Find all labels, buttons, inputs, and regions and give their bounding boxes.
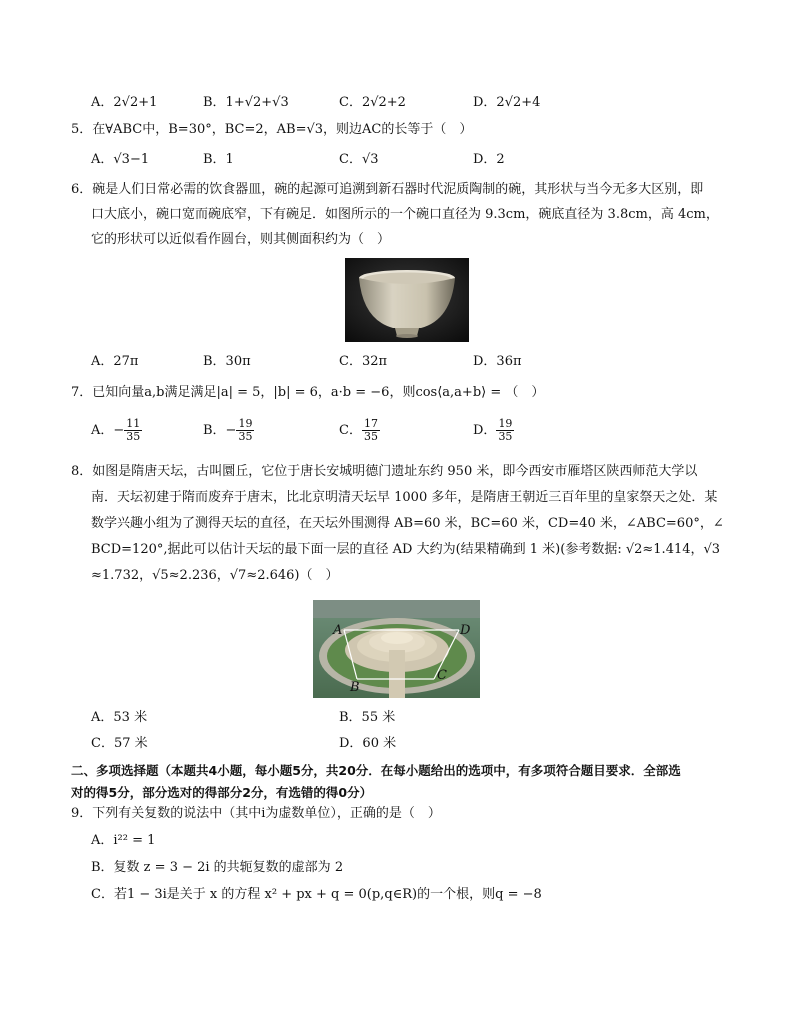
section2-heading-line2: 对的得5分，部分选对的得部分2分，有选错的得0分） <box>71 785 373 800</box>
q8-stem-line3: 数学兴趣小组为了测得天坛的直径，在天坛外围测得 AB=60 米，BC=60 米，CD=40 米，∠ABC=60°，∠ <box>91 516 724 531</box>
altar-label-a: A <box>333 623 343 638</box>
q6-option-b: B．30π <box>203 354 251 369</box>
q4-option-a: A．2√2+1 <box>91 95 158 110</box>
q7-option-c-numerator: 17 <box>363 417 378 430</box>
q5-option-a: A．√3−1 <box>91 152 150 167</box>
q7-option-b-fraction <box>236 418 254 443</box>
q7-option-a <box>91 418 142 443</box>
q4-option-d: D．2√2+4 <box>473 95 541 110</box>
altar-photo <box>313 600 480 698</box>
q7-option-c <box>339 418 380 443</box>
q8-option-b: B．55 米 <box>339 710 396 725</box>
q7-option-b-numerator: 19 <box>238 417 253 430</box>
q5-option-d: D．2 <box>473 152 505 167</box>
q7-option-d-denominator: 35 <box>498 430 513 443</box>
q9-option-a: A．i²² = 1 <box>91 833 156 848</box>
q8-option-a: A．53 米 <box>91 710 148 725</box>
q7-option-d-numerator: 19 <box>498 417 513 430</box>
q7-option-d-fraction <box>496 418 514 443</box>
q7-option-d <box>473 418 514 443</box>
q7-stem: 7．已知向量a,b满足满足|a| = 5，|b| = 6，a·b = −6，则cos⟨a,a+b⟩ = （ ） <box>71 385 545 400</box>
q4-option-b: B．1+√2+√3 <box>203 95 289 110</box>
q5-stem: 5．在∀ABC中，B=30°，BC=2，AB=√3，则边AC的长等于（ ） <box>71 122 473 137</box>
q8-option-d: D．60 米 <box>339 736 397 751</box>
bowl-photo <box>345 258 469 342</box>
q6-stem-line1: 6．碗是人们日常必需的饮食器皿，碗的起源可追溯到新石器时代泥质陶制的碗，其形状与当今无多大区别，即 <box>71 182 704 197</box>
q7-option-d-prefix: D． <box>473 423 497 438</box>
q7-option-a-numerator: 11 <box>126 417 141 430</box>
altar-label-b: B <box>350 680 360 695</box>
q5-option-c: C．√3 <box>339 152 379 167</box>
q6-option-c: C．32π <box>339 354 388 369</box>
q9-option-c: C．若1 − 3i是关于 x 的方程 x² + px + q = 0(p,q∈R)的一个根，则q = −8 <box>91 887 542 902</box>
q9-option-b: B．复数 z = 3 − 2i 的共轭复数的虚部为 2 <box>91 860 344 875</box>
q6-option-a: A．27π <box>91 354 139 369</box>
q7-option-b-prefix: B．− <box>203 423 237 438</box>
section2-heading-line1: 二、多项选择题（本题共4小题，每小题5分，共20分．在每小题给出的选项中，有多项符合题目要求．全部选 <box>71 763 681 778</box>
q8-stem-line1: 8．如图是隋唐天坛，古叫圜丘，它位于唐长安城明德门遗址东约 950 米，即今西安市雁塔区陕西师范大学以 <box>71 464 698 479</box>
q7-option-c-denominator: 35 <box>363 430 378 443</box>
q7-option-b-denominator: 35 <box>238 430 253 443</box>
q7-option-b <box>203 418 254 443</box>
q6-stem-line3: 它的形状可以近似看作圆台，则其侧面积约为（ ） <box>91 232 391 247</box>
altar-label-d: D <box>460 623 471 638</box>
q8-stem-line5: ≈1.732，√5≈2.236，√7≈2.646)（ ） <box>91 568 339 583</box>
q8-stem-line2: 南．天坛初建于隋而废弃于唐末，比北京明清天坛早 1000 多年，是隋唐王朝近三百年里的皇家祭天之处．某 <box>91 490 718 505</box>
q7-option-c-fraction <box>362 418 380 443</box>
q7-option-a-prefix: A．− <box>91 423 125 438</box>
q7-option-a-fraction <box>124 418 142 443</box>
q6-stem-line2: 口大底小，碗口宽而碗底窄，下有碗足．如图所示的一个碗口直径为 9.3cm，碗底直径为 3.8cm，高 4cm， <box>91 207 719 222</box>
q8-option-c: C．57 米 <box>91 736 148 751</box>
q7-option-a-denominator: 35 <box>126 430 141 443</box>
q9-stem: 9．下列有关复数的说法中（其中i为虚数单位），正确的是（ ） <box>71 806 441 821</box>
q4-option-c: C．2√2+2 <box>339 95 406 110</box>
q6-option-d: D．36π <box>473 354 522 369</box>
q5-option-b: B．1 <box>203 152 234 167</box>
altar-label-c: C <box>437 668 447 683</box>
q7-option-c-prefix: C． <box>339 423 362 438</box>
q8-stem-line4: BCD=120°,据此可以估计天坛的最下面一层的直径 AD 大约为(结果精确到 1 米)(参考数据: √2≈1.414，√3 <box>91 542 721 557</box>
